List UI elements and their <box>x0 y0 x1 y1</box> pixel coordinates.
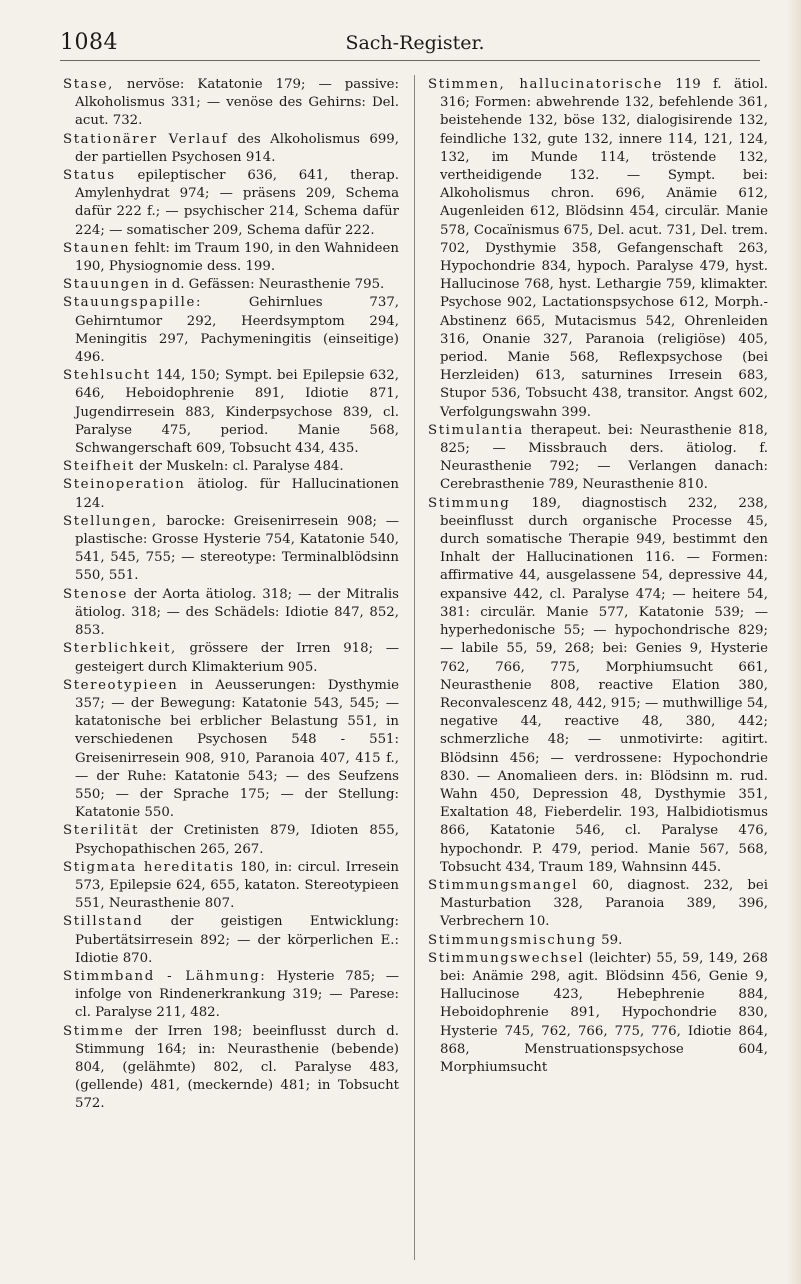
entry-heading: Stillstand <box>63 914 144 930</box>
index-entry <box>428 950 768 1077</box>
entry-text: 59. <box>596 932 623 948</box>
index-entry <box>63 76 399 131</box>
index-entry <box>63 822 399 858</box>
entry-heading: Stehlsucht <box>63 368 151 384</box>
index-entry <box>63 913 399 968</box>
entry-heading: Stationärer Verlauf <box>63 131 229 147</box>
entry-text: in d. Gefässen: Neurasthenie 795. <box>150 277 385 293</box>
entry-heading: Stenose <box>63 586 128 602</box>
entry-heading: Stereotypieen <box>63 677 179 693</box>
index-entry <box>428 932 768 950</box>
index-entry <box>63 677 399 823</box>
index-entry <box>63 968 399 1023</box>
index-entry <box>63 276 399 294</box>
running-head: Sach-Register. <box>345 32 485 54</box>
entry-heading: Stauungspapille: <box>63 295 203 311</box>
entry-text: nervöse: Katatonie 179; — passive: Alkoholismus 331; — venöse des Gehirns: Del. acut. 732. <box>75 77 399 129</box>
entry-text: 189, diagnostisch 232, 238, beeinflusst durch organische Processe 45, durch somatische Therapie 949, bestimmt den Inhalt der Hallucinationen 116. — Formen: affirmative 44, ausgelassene 54, depressive 44, expansive 442, cl. Paralyse 474; — heitere 54, 381: circulär. Manie 577, Katatonie 539; — hyperhedonische 55; — hypochondrische 829; — labile 55, 59, 268; bei: Genies 9, Hysterie 762, 766, 775, Morphiumsucht 661, Neurasthenie 808, reactive Elation 380, Reconvalescenz 48, 442, 915; — muthwillige 54, negative 44, reactive 48, 380, 442; schmerzliche 48; — unmotivirte: agitirt. Blödsinn 456; — verdrossene: Hypochondrie 830. — Anomalieen ders. in: Blödsinn m. rud. Wahn 450, Depression 48, Dysthymie 351, Exaltation 48, Fieberdelir. 193, Halbidiotismus 866, Katatonie 546, cl. Paralyse 476, hypochondr. P. 479, period. Manie 567, 568, Tobsucht 434, Traum 189, Wahnsinn 445. <box>440 495 768 875</box>
entry-text: der geistigen Entwicklung: Pubertätsirresein 892; — der körperlichen E.: Idiotie 870. <box>75 914 399 966</box>
entry-heading: Stimmungsmischung <box>428 932 597 948</box>
entry-heading: Steifheit <box>63 459 135 475</box>
entry-heading: Stimulantia <box>428 422 524 438</box>
entry-text: der Aorta ätiolog. 318; — der Mitralis ätiolog. 318; — des Schädels: Idiotie 847, 852, 853. <box>75 586 399 639</box>
page-number: 1084 <box>60 30 118 55</box>
index-entry <box>428 422 768 495</box>
entry-text: grössere der Irren 918; — gesteigert durch Klimakterium 905. <box>75 641 399 675</box>
entry-heading: Stase, <box>63 77 114 92</box>
page-edge-shadow <box>787 0 801 1284</box>
entry-heading: Sterilität <box>63 823 140 839</box>
entry-text: der Cretinisten 879, Idioten 855, Psychopathischen 265, 267. <box>75 823 399 857</box>
index-entry <box>63 458 399 476</box>
entry-heading: Stimmung <box>428 495 511 511</box>
entry-text: 119 f. ätiol. 316; Formen: abwehrende 132, befehlende 361, beistehende 132, böse 132, dialogisirende 132, feindliche 132, gute 132, innere 114, 121, 124, 132, im Munde 114, tröstende 132, vertheidigende 132. — Sympt. bei: Alkoholismus chron. 696, Anämie 612, Augenleiden 612, Blödsinn 454, circulär. Manie 578, Cocaïnismus 675, Del. acut. 731, Del. trem. 702, Dysthymie 358, Gefangenschaft 263, Hypochondrie 834, hypoch. Paralyse 479, hyst. Hallucinose 768, hyst. Lethargie 759, klimakter. Psychose 902, Lactationspsychose 612, Morph.-Abstinenz 665, Mutacismus 542, Ohrenleiden 316, Onanie 327, Paranoia (religiöse) 405, period. Manie 568, Reflexpsychose (bei Herzleiden) 613, saturnines Irresein 683, Stupor 536, Tobsucht 438, transitor. Angst 602, Verfolgungswahn 399. <box>440 77 768 420</box>
index-entry <box>63 167 399 240</box>
entry-text: 144, 150; Sympt. bei Epilepsie 632, 646, Heboidophrenie 891, Idiotie 871, Jugendirresein 883, Kinderpsychose 839, cl. Paralyse 475, period. Manie 568, Schwangerschaft 609, Tobsucht 434, 435. <box>75 368 399 457</box>
entry-text: barocke: Greisenirresein 908; — plastische: Grosse Hysterie 754, Katatonie 540, 541, 545, 755; — stereotype: Terminalblödsinn 550, 551. <box>75 513 399 584</box>
entry-text: der Irren 198; beeinflusst durch d. Stimmung 164; in: Neurasthenie (bebende) 804, (gelähmte) 802, cl. Paralyse 483, (gellende) 481, (meckernde) 481; in Tobsucht 572. <box>75 1023 399 1112</box>
entry-heading: Stimmen, hallucinatorische <box>428 77 663 92</box>
entry-text: Hysterie 785; — infolge von Rindenerkrankung 319; — Parese: cl. Paralyse 211, 482. <box>75 968 399 1021</box>
index-entry <box>63 513 399 586</box>
page-header <box>60 30 760 58</box>
entry-text: des Alkoholismus 699, der partiellen Psychosen 914. <box>75 131 399 165</box>
entry-heading: Stellungen, <box>63 513 158 529</box>
entry-heading: Stigmata hereditatis <box>63 859 235 875</box>
entry-text: (leichter) 55, 59, 149, 268 bei: Anämie 298, agit. Blödsinn 456, Genie 9, Hallucinose 423, Hebephrenie 884, Heboidophrenie 891, Hypochondrie 830, Hysterie 745, 762, 766, 775, 776, Idiotie 864, 868, Menstruationspsychose 604, Morphiumsucht <box>440 950 768 1075</box>
entry-heading: Stimme <box>63 1023 125 1039</box>
entry-text: fehlt: im Traum 190, in den Wahnideen 190, Physiognomie dess. 199. <box>75 240 399 275</box>
index-entry <box>63 476 399 512</box>
entry-text: 60, diagnost. 232, bei Masturbation 328, Paranoia 389, 396, Verbrechern 10. <box>440 877 768 930</box>
entry-text: epileptischer 636, 641, therap. Amylenhydrat 974; — präsens 209, Schema dafür 222 f.; — psychischer 214, Schema dafür 224; — somatischer 209, Schema dafür 222. <box>75 168 399 238</box>
index-entry <box>63 294 399 367</box>
entry-text: 180, in: circul. Irresein 573, Epilepsie 624, 655, kataton. Stereotypieen 551, Neurasthenie 807. <box>75 859 399 912</box>
entry-heading: Sterblichkeit, <box>63 641 177 657</box>
index-entry <box>428 76 768 422</box>
index-entry <box>63 367 399 458</box>
index-entry <box>63 1023 399 1114</box>
index-entry <box>63 859 399 914</box>
entry-heading: Stimmungsmangel <box>428 877 579 893</box>
index-entry <box>63 640 399 676</box>
entry-text: Gehirnlues 737, Gehirntumor 292, Heerdsymptom 294, Meningitis 297, Pachymeningitis (einseitige) 496. <box>75 295 399 366</box>
index-entry <box>63 131 399 167</box>
entry-heading: Steinoperation <box>63 477 186 493</box>
header-rule <box>60 60 760 61</box>
index-entry <box>428 495 768 877</box>
index-entry <box>63 240 399 276</box>
entry-heading: Stimmband - Lähmung: <box>63 968 267 984</box>
column-divider <box>414 75 415 1260</box>
entry-text: in Aeusserungen: Dysthymie 357; — der Bewegung: Katatonie 543, 545; — katatonische bei erblicher Belastung 551, in verschiedenen Psychosen 548 - 551: Greisenirresein 908, 910, Paranoia 407, 415 f., — der Ruhe: Katatonie 543; — des Seufzens 550; — der Sprache 175; — der Stellung: Katatonie 550. <box>75 677 399 821</box>
left-column <box>63 76 399 1114</box>
entry-text: ätiolog. für Hallucinationen 124. <box>75 477 399 511</box>
entry-heading: Stauungen <box>63 277 151 293</box>
right-column <box>428 76 768 1077</box>
entry-heading: Staunen <box>63 240 131 256</box>
index-entry <box>428 877 768 932</box>
entry-text: therapeut. bei: Neurasthenie 818, 825; — Missbrauch ders. ätiolog. f. Neurasthenie 792; — Verlangen danach: Cerebrasthenie 789, Neurasthenie 810. <box>440 422 768 493</box>
entry-heading: Status <box>63 168 116 184</box>
index-entry <box>63 586 399 641</box>
entry-heading: Stimmungswechsel <box>428 950 585 966</box>
entry-text: der Muskeln: cl. Paralyse 484. <box>134 459 344 475</box>
